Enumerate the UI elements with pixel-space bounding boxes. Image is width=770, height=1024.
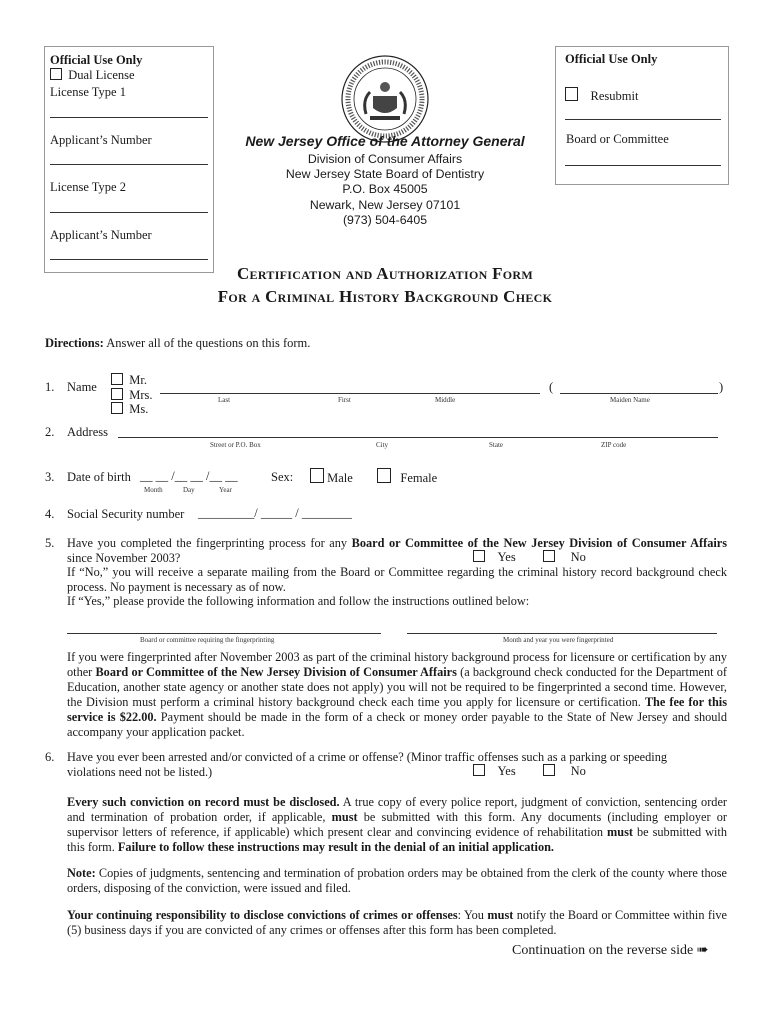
year-caption: Year [219,486,232,494]
mrs-option[interactable] [111,388,153,403]
ms-checkbox[interactable] [111,402,123,414]
middle-caption: Middle [435,396,456,404]
q6-yes-checkbox[interactable] [473,764,485,776]
applicants-number-2-field[interactable] [50,259,208,260]
fingerprint-date-field[interactable] [407,633,717,634]
q1-label: Name [67,380,97,394]
resubmit-checkbox-row[interactable] [565,87,638,104]
po-box: P.O. Box 45005 [342,182,428,196]
resubmit-checkbox[interactable] [565,87,578,101]
q3-number: 3. [45,470,55,484]
q3-label: Date of birth [67,470,131,484]
q6-no-option[interactable] [543,764,586,779]
board-name: New Jersey State Board of Dentistry [285,167,485,181]
q5-number: 5. [45,536,55,550]
form-title-line-1: Certification and Authorization Form [236,264,534,283]
dual-license-checkbox-row[interactable] [50,68,135,83]
q6-number: 6. [45,750,55,764]
right-arrow-icon: ➠ [696,943,709,958]
phone-number: (973) 504-6405 [342,213,428,227]
q6-yes-option[interactable] [473,764,516,779]
mr-option[interactable] [111,373,153,388]
conviction-disclosure-paragraph: Every such conviction on record must be disclosed. A true copy of every police report, judgment of conviction, sentencing order and termination of probation order, if applicable, must be submitted with this form. Any documents (including employer or supervisor letters of reference, if applicable) which present clear and convincing evidence of rehabilitation must be submitted with this form. Failure to follow these instructions may result in the denial of an initial application. [67,795,728,854]
maiden-name-field[interactable] [560,393,718,394]
month-caption: Month [144,486,163,494]
directions-text: Answer all of the questions on this form. [103,336,311,350]
note-paragraph: Note: Copies of judgments, sentencing and termination of probation orders may be obtained from the clerk of the county where those orders, disposing of the conviction, were issued and filed. [67,866,727,895]
q5-yes-label: Yes [497,550,516,564]
male-checkbox[interactable] [310,468,324,483]
directions [45,336,310,351]
applicants-number-2-label: Applicant’s Number [50,228,152,242]
q5-question: Have you completed the fingerprinting process for any Board or Committee of the New Jersey Division of Consumer Affairs since November 2003? [67,536,727,565]
name-field[interactable] [160,393,540,394]
form-title-line-2: For a Criminal History Background Check [217,287,553,306]
q5-if-yes-text: If “Yes,” please provide the following information and follow the instructions outlined below: [67,594,530,608]
title-options [111,373,153,417]
q2-label: Address [67,425,108,439]
q6-yes-label: Yes [497,764,516,778]
last-caption: Last [218,396,231,404]
license-type-2-label: License Type 2 [50,180,126,194]
day-caption: Day [183,486,195,494]
address-field[interactable] [118,437,718,438]
zip-caption: ZIP code [601,441,627,449]
male-option[interactable] [310,468,353,486]
q6-question: Have you ever been arrested and/or convicted of a crime or offense? (Minor traffic offenses such as a parking or speeding violations need not be listed.) [67,750,667,779]
state-caption: State [489,441,503,449]
directions-label: Directions: [45,336,104,350]
q5-yes-checkbox[interactable] [473,550,485,562]
applicants-number-1-label: Applicant’s Number [50,133,152,147]
right-box-divider [565,119,721,120]
continuation-text: Continuation on the reverse side [512,943,694,958]
license-type-1-label: License Type 1 [50,85,126,99]
q1-number: 1. [45,380,55,394]
ms-option[interactable] [111,402,153,417]
maiden-close-paren: ) [719,380,724,394]
maiden-open-paren: ( [549,380,554,394]
female-option[interactable] [377,468,437,486]
fingerprint-board-caption: Board or committee requiring the fingerprinting [140,636,275,644]
ms-label: Ms. [129,402,149,416]
q5-no-label: No [570,550,586,564]
board-or-committee-label: Board or Committee [566,132,669,146]
q6-no-label: No [570,764,586,778]
sex-label: Sex: [271,470,294,484]
q2-number: 2. [45,425,55,439]
dual-license-checkbox[interactable] [50,68,62,80]
mrs-label: Mrs. [129,387,153,402]
division-name: Division of Consumer Affairs [307,152,463,166]
left-box-title: Official Use Only [50,53,143,67]
mr-label: Mr. [129,373,147,387]
office-name: New Jersey Office of the Attorney General [245,133,525,149]
q6-no-checkbox[interactable] [543,764,555,776]
fingerprint-board-field[interactable] [67,633,381,634]
new-jersey-state-seal [340,54,430,144]
female-checkbox[interactable] [377,468,391,483]
q5-no-checkbox[interactable] [543,550,555,562]
license-type-1-field[interactable] [50,117,208,118]
male-label: Male [327,471,353,485]
street-caption: Street or P.O. Box [210,441,261,449]
continuation-note [512,942,708,959]
q5-fingerprint-paragraph: If you were fingerprinted after November 2003 as part of the criminal history background process for licensure or certification by any other Board or Committee of the New Jersey Division of Consumer Affairs (a background check conducted for the Department of Education, another state agency or another state does not apply) you will not be required to be fingerprinted a second time. However, the Division must perform a criminal history background check each time you apply for licensure or certification. The fee for this service is $22.00. Payment should be made in the form of a check or money order payable to the State of New Jersey and should accompany your application packet. [67,650,727,739]
q5-no-option[interactable] [543,550,586,565]
fingerprint-date-caption: Month and year you were fingerprinted [503,636,614,644]
mrs-checkbox[interactable] [111,388,123,400]
q5-yes-option[interactable] [473,550,516,565]
first-caption: First [338,396,351,404]
ssn-field[interactable]: _________/ _____ / ________ [198,506,352,520]
q4-label: Social Security number [67,507,185,521]
city-state-zip: Newark, New Jersey 07101 [309,198,461,212]
date-of-birth-field[interactable]: __ __ /__ __ /__ __ [140,469,238,483]
right-box-title: Official Use Only [565,52,658,66]
mr-checkbox[interactable] [111,373,123,385]
dual-license-label: Dual License [68,68,135,82]
continuing-responsibility-paragraph: Your continuing responsibility to disclose convictions of crimes or offenses: You must notify the Board or Committee within five (5) business days if you are convicted of any crimes or offenses after this form has been completed. [67,908,728,937]
q4-number: 4. [45,507,55,521]
q5-if-no-text: If “No,” you will receive a separate mailing from the Board or Committee regarding the criminal history record background check process. No payment is necessary as of now. [67,565,727,594]
resubmit-label: Resubmit [590,89,639,103]
city-caption: City [376,441,389,449]
female-label: Female [400,471,438,485]
maiden-caption: Maiden Name [610,396,650,404]
